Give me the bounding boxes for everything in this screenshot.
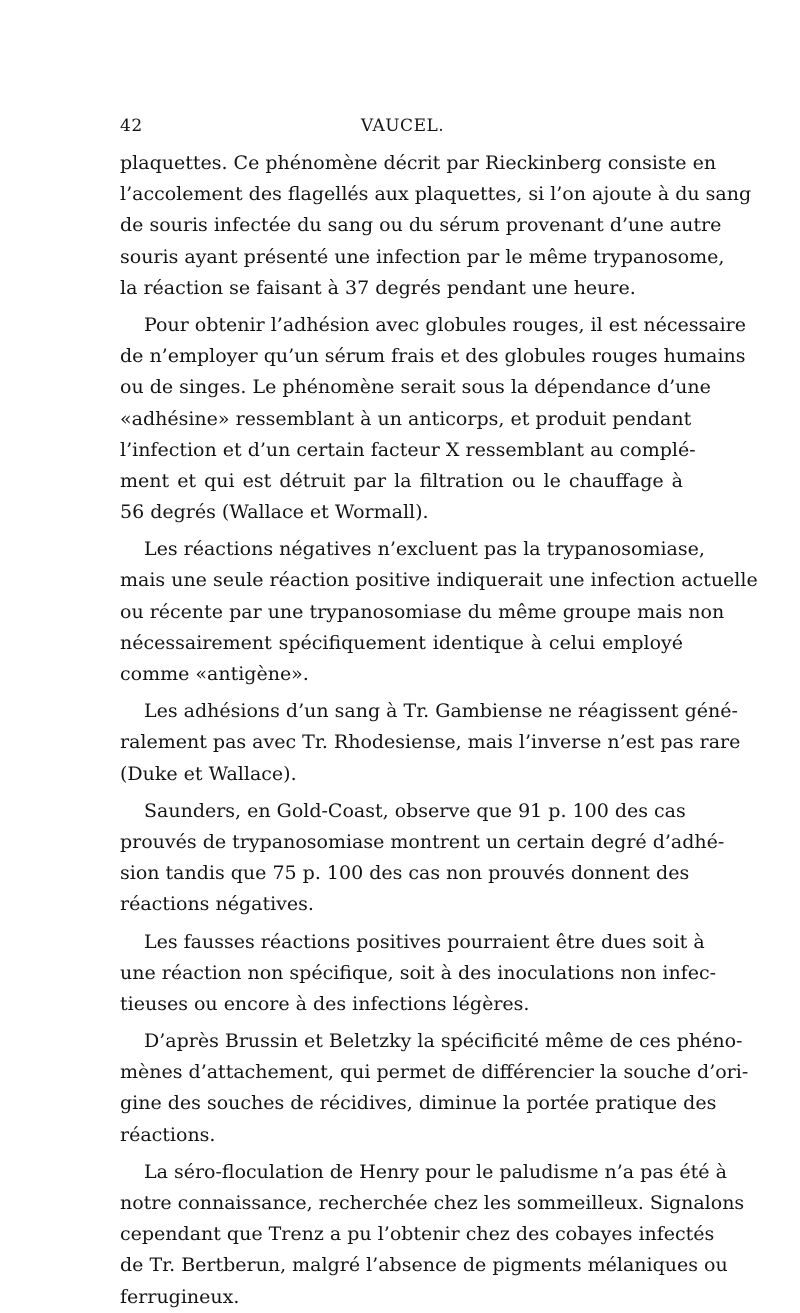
- text-line: Les réactions négatives n’excluent pas la trypanosomiase,: [144, 538, 705, 561]
- text-line: ou récente par une trypanosomiase du même groupe mais non: [120, 600, 725, 623]
- text-line: D’après Brussin et Beletzky la spécificité même de ces phéno-: [144, 1030, 743, 1053]
- paragraph-saunders-gold-coast: [120, 796, 725, 921]
- text-line: gine des souches de récidives, diminue la portée pratique des: [120, 1092, 717, 1115]
- text-line: plaquettes. Ce phénomène décrit par Rieckinberg consiste en: [120, 152, 717, 174]
- text-line: tieuses ou encore à des infections légères.: [120, 992, 530, 1015]
- paragraph-brussin-beletzky: [120, 1026, 749, 1151]
- text-line: Saunders, en Gold-Coast, observe que 91 p. 100 des cas: [144, 799, 686, 822]
- text-line: sion tandis que 75 p. 100 des cas non prouvés donnent des: [120, 862, 690, 885]
- body-text: [120, 148, 758, 1313]
- text-line: souris ayant présenté une infection par le même trypanosome,: [120, 245, 725, 268]
- text-line: «adhésine» ressemblant à un anticorps, et produit pendant: [120, 407, 692, 430]
- text-line: une réaction non spécifique, soit à des inoculations non infec-: [120, 961, 717, 984]
- page-number: 42: [120, 116, 143, 136]
- paragraph-red-cell-adhesion: [120, 310, 746, 528]
- text-line: l’accolement des flagellés aux plaquettes, si l’on ajoute à du sang: [120, 183, 752, 206]
- text-line: ment et qui est détruit par la filtration ou le chauffage à: [120, 469, 683, 492]
- text-line: comme «antigène».: [120, 663, 309, 685]
- paragraph-gambiense-rhodesiense: [120, 696, 741, 790]
- text-line: Les adhésions d’un sang à Tr. Gambiense ne réagissent géné-: [144, 700, 738, 723]
- text-line: nécessairement spécifiquement identique à celui employé: [120, 631, 683, 654]
- text-line: Les fausses réactions positives pourraient être dues soit à: [144, 930, 705, 953]
- text-line: prouvés de trypanosomiase montrent un certain degré d’adhé-: [120, 830, 725, 853]
- text-line: mais une seule réaction positive indiquerait une infection actuelle: [120, 569, 758, 592]
- text-line: de Tr. Bertberun, malgré l’absence de pigments mélaniques ou: [120, 1254, 728, 1277]
- running-head: [120, 116, 685, 144]
- text-line: de n’employer qu’un sérum frais et des globules rouges humains: [120, 345, 746, 368]
- text-line: mènes d’attachement, qui permet de différencier la souche d’ori-: [120, 1061, 749, 1084]
- text-line: La séro-floculation de Henry pour le paludisme n’a pas été à: [144, 1160, 727, 1183]
- text-line: ferrugineux.: [120, 1285, 240, 1308]
- paragraph-henry-flocculation: [120, 1157, 745, 1313]
- text-line: cependant que Trenz a pu l’obtenir chez des cobayes infectés: [120, 1223, 715, 1246]
- running-title: VAUCEL.: [360, 116, 445, 136]
- paragraph-false-positives: [120, 927, 717, 1021]
- text-line: (Duke et Wallace).: [120, 762, 297, 785]
- text-line: ralement pas avec Tr. Rhodesiense, mais l’inverse n’est pas rare: [120, 731, 741, 754]
- text-line: ou de singes. Le phénomène serait sous la dépendance d’une: [120, 376, 711, 399]
- text-line: Pour obtenir l’adhésion avec globules rouges, il est nécessaire: [144, 313, 746, 336]
- text-line: la réaction se faisant à 37 degrés pendant une heure.: [120, 276, 636, 299]
- text-line: réactions.: [120, 1123, 216, 1146]
- text-line: l’infection et d’un certain facteur X ressemblant au complé-: [120, 438, 696, 461]
- paragraph-rieckinberg-phenomenon: [120, 148, 752, 304]
- paragraph-negative-reactions: [120, 534, 758, 690]
- text-line: de souris infectée du sang ou du sérum provenant d’une autre: [120, 214, 722, 237]
- text-line: 56 degrés (Wallace et Wormall).: [120, 501, 429, 524]
- text-line: réactions négatives.: [120, 893, 314, 916]
- text-line: notre connaissance, recherchée chez les sommeilleux. Signalons: [120, 1192, 745, 1214]
